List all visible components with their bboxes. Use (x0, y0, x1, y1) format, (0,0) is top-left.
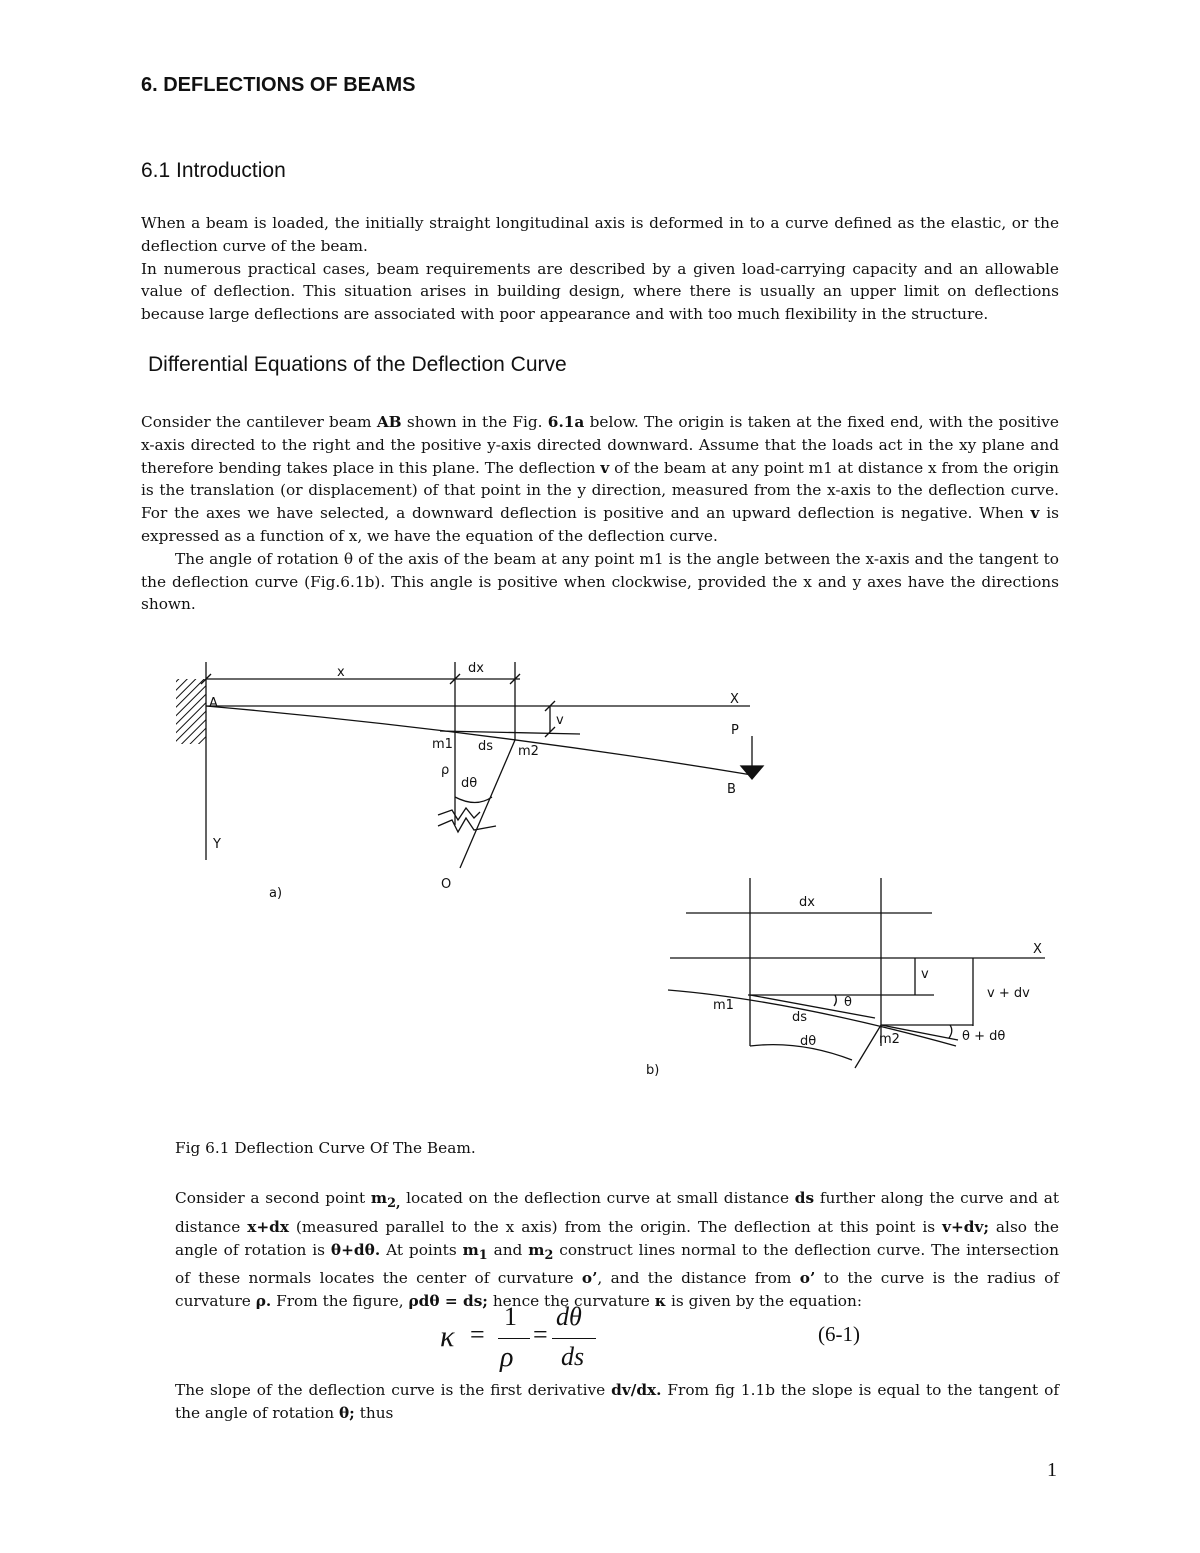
label-rho: ρ (441, 763, 450, 778)
label-Y: Y (213, 837, 221, 852)
label-panel-a: a) (269, 886, 283, 901)
figure-caption: Fig 6.1 Deflection Curve Of The Beam. (175, 1139, 476, 1157)
label-O: O (441, 877, 452, 892)
label-dx: dx (468, 661, 484, 676)
label-B: B (727, 782, 736, 797)
label-m2: m2 (518, 744, 539, 759)
equation-6-1 (440, 1302, 880, 1378)
eq-equals-2: = (533, 1320, 548, 1349)
label-theta: θ (844, 995, 852, 1010)
page-number: 1 (1047, 1459, 1057, 1481)
section-heading-differential-equations: Differential Equations of the Deflection Curve (148, 353, 567, 376)
eq-equals-1: = (470, 1320, 485, 1349)
thetadtheta-arc (949, 1025, 952, 1038)
label-x: x (337, 665, 345, 680)
label-m1-b: m1 (713, 998, 734, 1013)
eq-kappa: κ (440, 1320, 455, 1353)
break-symbol-top (438, 808, 480, 820)
intro-paragraph-1: When a beam is loaded, the initially straight longitudinal axis is deformed in to a curve defined as the elastic, or the deflection curve of the beam. (141, 214, 1059, 255)
label-dx-b: dx (799, 895, 815, 910)
intro-paragraph-2: In numerous practical cases, beam requirements are described by a given load-carrying capacity and an allowable value of deflection. This situation arises in building design, where there is usually an upper limit on deflections because large deflections are associated with poor appearance and with too much flexibility in the structure. (141, 259, 1059, 324)
eq-denominator-rho: ρ (500, 1342, 514, 1373)
label-A: A (209, 696, 218, 711)
eq-fraction-bar-2 (552, 1338, 596, 1339)
eq-numerator-1: 1 (504, 1302, 517, 1331)
chapter-title: 6. DEFLECTIONS OF BEAMS (141, 74, 416, 96)
label-X: X (730, 692, 739, 707)
label-v: v (556, 713, 564, 728)
theta-arc (834, 995, 836, 1006)
load-arrowhead (741, 766, 763, 779)
fixed-support-hatching (176, 679, 206, 744)
label-ds-b: ds (792, 1010, 808, 1025)
label-panel-b: b) (646, 1063, 660, 1078)
section-heading-introduction: 6.1 Introduction (141, 159, 286, 182)
eq-denominator-ds: ds (561, 1342, 585, 1371)
label-m1: m1 (432, 737, 453, 752)
figure-a (176, 662, 763, 868)
label-ds: ds (478, 739, 494, 754)
m2-normal-line (460, 740, 515, 868)
figure-a-labels (209, 661, 739, 901)
differential-paragraph-2: The angle of rotation θ of the axis of the beam at any point m1 is the angle between the x-axis and the tangent to the deflection curve (Fig.6.1b). This angle is positive when clockwise, provided the x and y axes have the directions shown. (141, 549, 1059, 614)
label-v-b: v (921, 967, 929, 982)
dtheta-arc (455, 797, 492, 803)
tangent-line-b (750, 995, 875, 1018)
continuation-paragraph: Consider a second point $m_{2,}$ located on the deflection curve at small distance ds further along the curve and at distance x+dx (measured parallel to the x axis) from the origin. The deflection at this point is v+dv; also the angle of rotation is θ+dθ. At points $m_1$ and $m_2$ construct lines normal to the deflection curve. The intersection of these normals locates the center of curvature o’, and the distance from o’ to the curve is the radius of curvature ρ. From the figure, ρdθ = ds; hence the curvature κ is given by the equation: (175, 1189, 1059, 1311)
m2-normal-b (855, 1025, 881, 1068)
differential-paragraph-1: Consider the cantilever beam AB shown in the Fig. 6.1a below. The origin is taken at the fixed end, with the positive x-axis directed to the right and the positive y-axis directed downward. Assume that the loads act in the xy plane and therefore bending takes place in this plane. The deflection v of the beam at any point m1 at distance x from the origin is the translation (or displacement) of that point in the y direction, measured from the x-axis to the deflection curve. For the axes we have selected, a downward deflection is positive and an upward deflection is negative. When v is expressed as a function of x, we have the equation of the deflection curve. (141, 413, 1059, 545)
label-dtheta: dθ (461, 776, 478, 791)
slope-paragraph: The slope of the deflection curve is the first derivative dv/dx. From fig 1.1b the slope is equal to the tangent of the angle of rotation θ; thus (175, 1381, 1059, 1422)
equation-number: (6-1) (818, 1322, 860, 1346)
break-symbol-bottom (438, 818, 496, 832)
label-dtheta-b: dθ (800, 1034, 817, 1049)
label-thetadtheta: θ + dθ (962, 1029, 1006, 1044)
label-P: P (731, 723, 739, 738)
eq-numerator-dtheta: dθ (556, 1302, 582, 1331)
figure-b-labels (646, 895, 1042, 1078)
label-m2-b: m2 (879, 1032, 900, 1047)
eq-fraction-bar-1 (498, 1338, 530, 1339)
label-X-b: X (1033, 942, 1042, 957)
label-vdv: v + dv (987, 986, 1030, 1001)
